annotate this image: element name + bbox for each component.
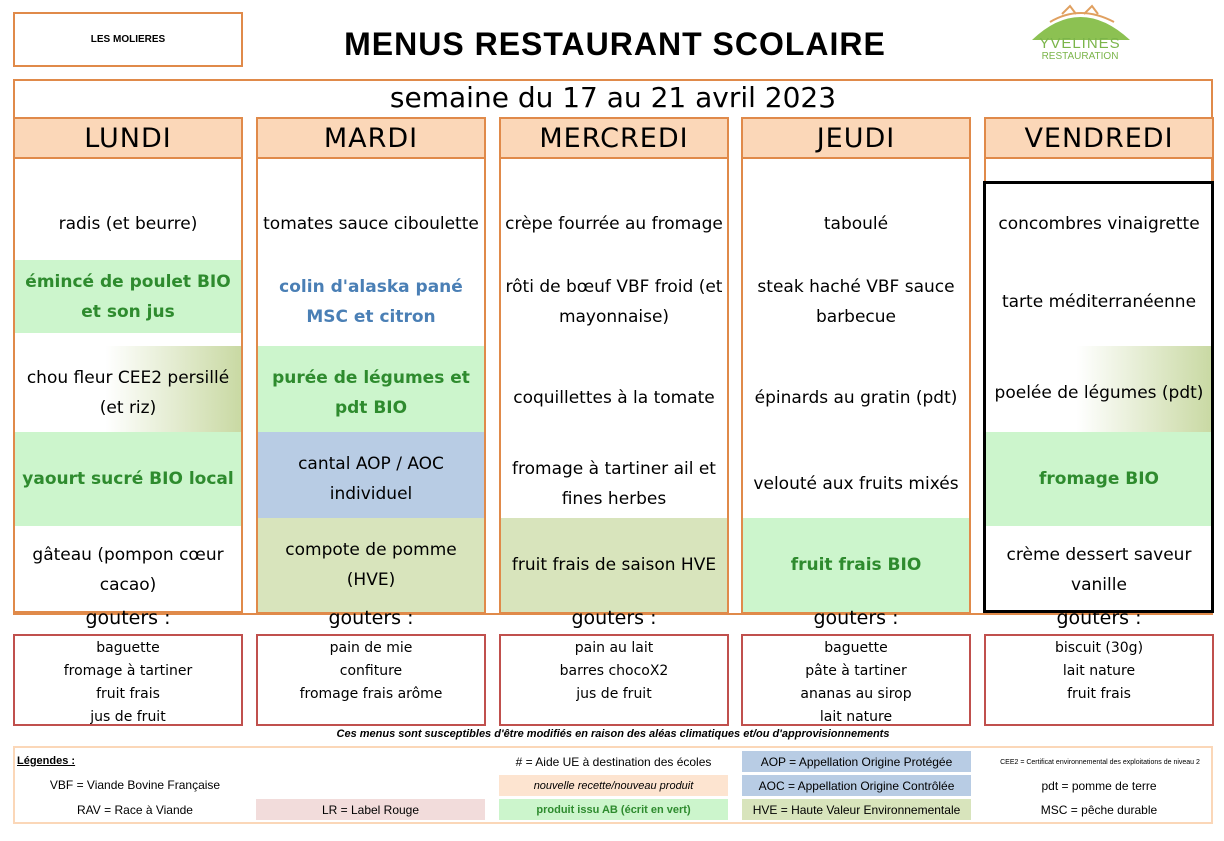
legend-ab: produit issu AB (écrit en vert)	[499, 799, 728, 820]
menu-item: tarte méditerranéenne	[1001, 291, 1197, 312]
menu-item: purée de légumes et pdt BIO	[258, 346, 484, 440]
menu-item: fruit frais de saison HVE	[501, 518, 727, 612]
menu-item: steak haché VBF sauce barbecue	[757, 276, 955, 327]
gouter-item: lait nature	[819, 709, 893, 725]
menu-item: tomates sauce ciboulette	[263, 214, 479, 234]
gouters-label: gouters :	[85, 607, 171, 629]
menu-item: velouté aux fruits mixés	[753, 474, 959, 494]
logo-line1: YVELINES	[1039, 35, 1121, 52]
gouter-item: jus de fruit	[576, 686, 652, 702]
menu-item: crème dessert saveur vanille	[1006, 545, 1192, 595]
gouter-item: pâte à tartiner	[805, 663, 907, 679]
gouter-item: fruit frais	[96, 686, 160, 702]
legend-hve: HVE = Haute Valeur Environnementale	[742, 799, 971, 820]
gouter-item: pain de mie	[329, 640, 413, 656]
gouters-list	[499, 634, 729, 726]
gouter-item: ananas au sirop	[800, 686, 912, 702]
menu-item: yaourt sucré BIO local	[15, 432, 241, 526]
menu-item: chou fleur CEE2 persillé (et riz)	[15, 346, 241, 440]
day-header: LUNDI	[13, 117, 243, 159]
notice-text: Ces menus sont susceptibles d'être modifiés en raison des aléas climatiques et/ou d'approvisionnements	[336, 728, 890, 740]
gouters-label: gouters :	[571, 607, 657, 629]
gouters-label: gouters :	[813, 607, 899, 629]
week-label: semaine du 17 au 21 avril 2023	[389, 81, 837, 114]
gouters-list	[741, 634, 971, 726]
menu-item: émincé de poulet BIO et son jus	[15, 260, 241, 333]
menu-item: cantal AOP / AOC individuel	[258, 432, 484, 526]
gouter-item: biscuit (30g)	[1054, 640, 1144, 656]
menu-item: radis (et beurre)	[58, 214, 198, 234]
menu-item: gâteau (pompon cœur cacao)	[32, 545, 224, 595]
legend-new: nouvelle recette/nouveau produit	[499, 775, 728, 796]
day-column	[256, 159, 486, 613]
legend-title: Légendes :	[17, 755, 76, 767]
day-column	[13, 159, 243, 613]
legend-msc: MSC = pêche durable	[1040, 802, 1158, 817]
school-name: LES MOLIERES	[13, 12, 243, 67]
gouter-item: lait nature	[1062, 663, 1136, 679]
menu-item: colin d'alaska pané MSC et citron	[279, 276, 463, 327]
gouters-label: gouters :	[1056, 607, 1142, 629]
day-header: VENDREDI	[984, 117, 1214, 159]
gouter-item: baguette	[96, 640, 160, 656]
menu-item: coquillettes à la tomate	[513, 388, 715, 408]
gouters-label: gouters :	[328, 607, 414, 629]
day-column	[741, 159, 971, 613]
legend-pdt: pdt = pomme de terre	[1041, 778, 1157, 793]
menu-item: fruit frais BIO	[743, 518, 969, 612]
menu-item: compote de pomme (HVE)	[258, 518, 484, 612]
gouter-item: fromage frais arôme	[299, 686, 443, 702]
gouters-list	[256, 634, 486, 726]
gouter-item: barres chocoX2	[559, 663, 669, 679]
menu-item: concombres vinaigrette	[998, 214, 1200, 234]
legend-vbf: VBF = Viande Bovine Française	[49, 778, 221, 792]
legend-cee2: CEE2 = Certificat environnemental des exploitations de niveau 2	[1000, 758, 1200, 766]
gouter-item: baguette	[824, 640, 888, 656]
gouter-item: pain au lait	[574, 640, 654, 656]
gouters-list	[984, 634, 1214, 726]
legend-aop: AOP = Appellation Origine Protégée	[742, 751, 971, 772]
gouter-item: fromage à tartiner	[63, 663, 193, 679]
gouter-item: fruit frais	[1067, 686, 1131, 702]
legend-aoc: AOC = Appellation Origine Contrôlée	[742, 775, 971, 796]
menu-item: fromage à tartiner ail et fines herbes	[512, 459, 716, 509]
day-header: MERCREDI	[499, 117, 729, 159]
menu-item: taboulé	[823, 214, 889, 234]
logo-line2: RESTAURATION	[1041, 51, 1119, 62]
menu-item: fromage BIO	[986, 432, 1212, 526]
yvelines-restauration-logo	[1010, 2, 1150, 68]
legend-rav: RAV = Race à Viande	[77, 802, 193, 817]
legend-lr: LR = Label Rouge	[256, 799, 485, 820]
selected-day-highlight	[983, 181, 1214, 613]
day-column	[499, 159, 729, 613]
gouter-item: jus de fruit	[90, 709, 166, 725]
gouter-item: confiture	[339, 663, 403, 679]
day-header: JEUDI	[741, 117, 971, 159]
gouters-list	[13, 634, 243, 726]
day-header: MARDI	[256, 117, 486, 159]
menu-item: rôti de bœuf VBF froid (et mayonnaise)	[505, 276, 723, 327]
page-title: MENUS RESTAURANT SCOLAIRE	[344, 26, 886, 62]
menu-item: crèpe fourrée au fromage	[505, 214, 723, 234]
menu-item: poelée de légumes (pdt)	[986, 346, 1212, 440]
legend-ue: # = Aide UE à destination des écoles	[515, 754, 712, 769]
menu-item: épinards au gratin (pdt)	[754, 388, 958, 408]
